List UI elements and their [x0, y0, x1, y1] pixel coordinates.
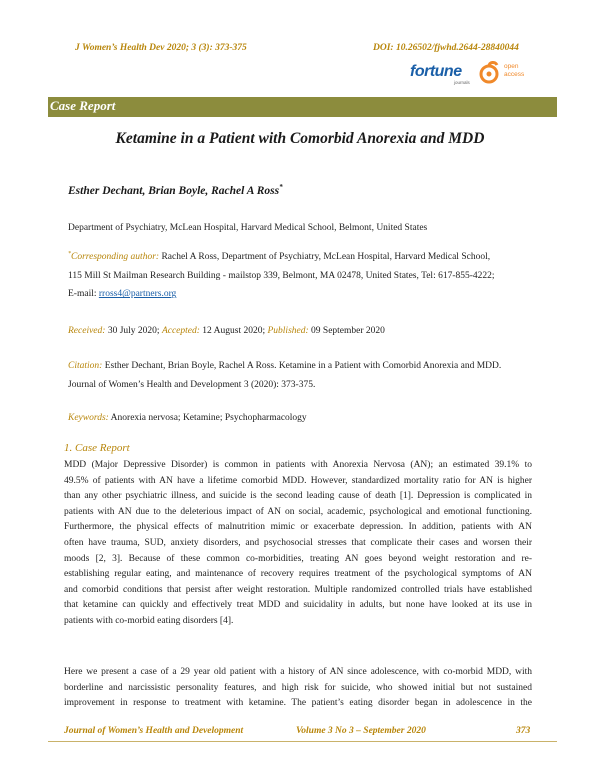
- fortune-journals-logo: [410, 61, 560, 89]
- affiliation: Department of Psychiatry, McLean Hospital, Harvard Medical School, Belmont, United States: [68, 223, 428, 233]
- published-label: Published:: [267, 326, 309, 336]
- email-label: E-mail:: [68, 289, 97, 300]
- logo-wordmark: fortune: [410, 63, 462, 80]
- text-line: 49.5% of patients with AN have a lifetime comorbid MDD. However, standardized mortality ratio for AN is higher: [64, 475, 532, 486]
- text-line: borderline and narcissistic personality features, and high risk for suicide, who showed initial but not sustained: [64, 682, 532, 693]
- article-title: Ketamine in a Patient with Comorbid Anorexia and MDD: [115, 130, 485, 147]
- section-heading: 1. Case Report: [64, 442, 130, 454]
- corresponding-line-2: 115 Mill St Mailman Research Building - mailstop 339, Belmont, MA 02478, United States, Tel: 617-855-4222;: [68, 270, 495, 281]
- corresponding-author-label: *Corresponding author:: [68, 251, 160, 263]
- text-line: patients with co-morbid eating disorders [4].: [64, 615, 234, 626]
- text-line: Furthermore, the physical effects of malnutrition mimic or exacerbate depression. In addition, patients with AN: [64, 522, 532, 533]
- text-line: patients with AN due to the deleterious impact of AN on social, academic, psychological and emotional functioning.: [64, 506, 532, 517]
- open-access-icon: [476, 59, 502, 85]
- article-type-label: Case Report: [50, 98, 116, 113]
- author-list: [68, 183, 283, 197]
- article-type-banner: [48, 97, 557, 117]
- citation-line-2: Journal of Women’s Health and Development 3 (2020): 373-375.: [68, 379, 316, 390]
- received-label: Received:: [68, 326, 106, 336]
- email-link[interactable]: rross4@partners.org: [98, 289, 177, 300]
- corresponding-line-1: Rachel A Ross, Department of Psychiatry, McLean Hospital, Harvard Medical School,: [161, 252, 491, 263]
- paragraph-1: [64, 458, 532, 630]
- logo-subtext: journals: [454, 80, 470, 85]
- accepted-label: Accepted:: [161, 326, 200, 336]
- text-line: Here we present a case of a 29 year old patient with a history of AN since adolescence, with co-morbid MDD, with: [64, 667, 532, 677]
- author-names: Esther Dechant, Brian Boyle, Rachel A Ross: [68, 184, 280, 197]
- logo-open-access-text: open access: [504, 63, 525, 78]
- journal-reference: J Women’s Health Dev 2020; 3 (3): 373-375: [75, 43, 247, 53]
- received-date: 30 July 2020;: [107, 326, 160, 336]
- corresponding-mark: *: [279, 183, 283, 191]
- footer-divider: [48, 741, 557, 742]
- text-line: and comorbid conditions that persist after weight restoration. Multiple randomized controlled trials have established: [64, 584, 532, 595]
- text-line: moods [2, 3]. Because of these common co-morbidities, treating AN goes beyond weight restoration and re-: [64, 553, 532, 564]
- text-line: often have trauma, SUD, anxiety disorders, and psychosocial stresses that complicate their cases and worsen their: [64, 537, 532, 548]
- article-dates: [68, 324, 385, 340]
- text-line: MDD (Major Depressive Disorder) is common in patients with Anorexia Nervosa (AN); an estimated 39.1% to: [64, 460, 532, 470]
- paragraph-2: [64, 665, 532, 712]
- published-date: 09 September 2020: [311, 326, 385, 336]
- text-line: establishing regular eating, and maintenance of recovery requires treatment of the psychological symptoms of AN: [64, 569, 532, 580]
- footer-page-number: 373: [516, 726, 531, 736]
- citation-line-1: Esther Dechant, Brian Boyle, Rachel A Ross. Ketamine in a Patient with Comorbid Anorexia and MDD.: [104, 361, 502, 371]
- text-line: that ketamine can quickly and effectively treat MDD and suicidality in adults, but none have looked at its use in: [64, 600, 532, 611]
- accepted-date: 12 August 2020;: [202, 326, 266, 336]
- keywords-label: Keywords:: [68, 413, 109, 423]
- text-line: improvement in response to treatment with ketamine. The patient’s eating disorder began in adolescence in the: [64, 698, 532, 709]
- footer-issue: Volume 3 No 3 – September 2020: [296, 726, 426, 736]
- keywords-text: Anorexia nervosa; Ketamine; Psychopharmacology: [110, 413, 307, 423]
- citation-label: Citation:: [68, 361, 103, 371]
- citation-block: [68, 359, 538, 393]
- corresponding-author-block: [68, 247, 538, 303]
- footer-journal-name: Journal of Women’s Health and Development: [64, 726, 244, 736]
- doi-reference[interactable]: DOI: 10.26502/fjwhd.2644-28840044: [373, 43, 519, 53]
- keywords-block: [68, 411, 307, 427]
- text-line: than any other psychiatric illness, and suicide is the second leading cause of death [1]. Depression is complicated in: [64, 491, 532, 502]
